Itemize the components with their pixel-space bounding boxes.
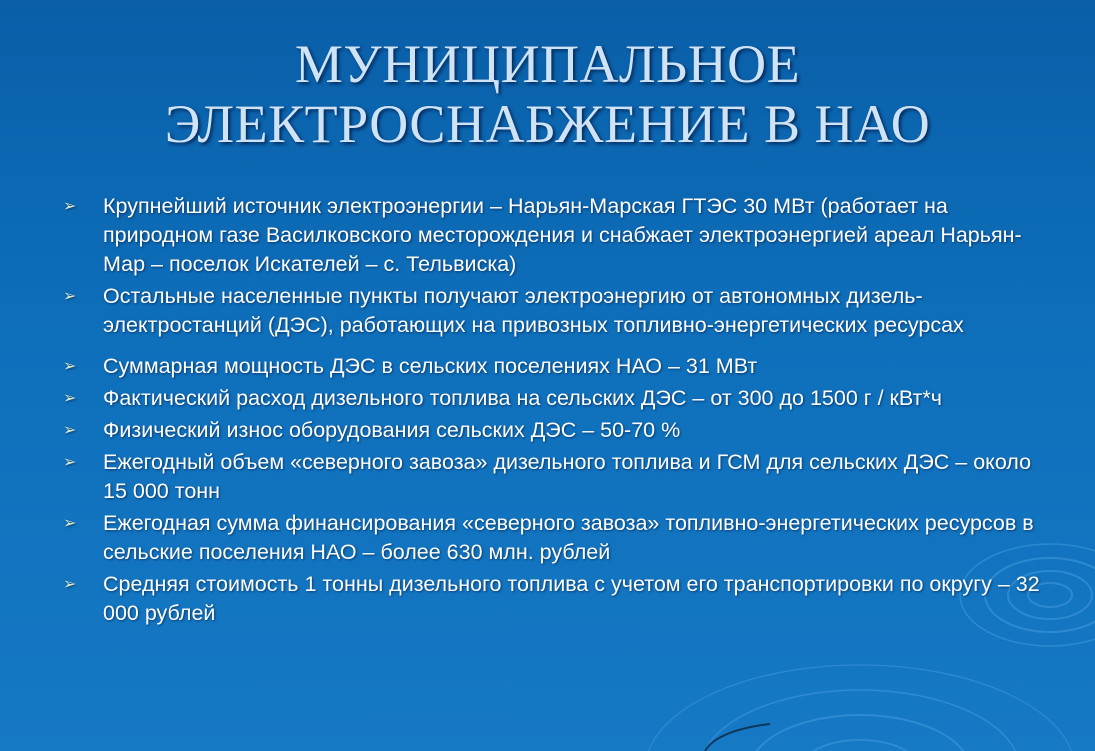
slide-title-line-1: МУНИЦИПАЛЬНОЕ [294,34,801,94]
slide-title-line-2: ЭЛЕКТРОСНАБЖЕНИЕ В НАО [164,94,931,154]
list-item-fuel-cost [60,570,1050,628]
arrow-bullet-icon: ➢ [63,288,77,305]
list-item-text: Средняя стоимость 1 тонны дизельного топлива с учетом его транспортировки по округу – 32 000 рублей [103,572,1040,625]
list-item-northern-delivery-funding [60,509,1050,567]
arrow-bullet-icon: ➢ [63,454,77,471]
arrow-bullet-icon: ➢ [63,198,77,215]
arrow-bullet-icon: ➢ [63,422,77,439]
list-item-text: Остальные населенные пункты получают электроэнергию от автономных дизель-электростанций (ДЭС), работающих на привозных топливно-энергетических ресурсах [103,284,964,337]
list-item-total-power [60,352,1050,381]
list-item-text: Ежегодная сумма финансирования «северного завоза» топливно-энергетических ресурсов в сельские поселения НАО – более 630 млн. рублей [103,511,1034,564]
list-item-text: Физический износ оборудования сельских ДЭС – 50-70 % [103,418,681,442]
list-item-text: Фактический расход дизельного топлива на сельских ДЭС – от 300 до 1500 г / кВт*ч [103,386,942,410]
arrow-bullet-icon: ➢ [63,515,77,532]
list-item-gtes [60,192,1050,279]
list-item-northern-delivery-volume [60,448,1050,506]
list-item-text: Крупнейший источник электроэнергии – Нарьян-Марская ГТЭС 30 МВт (работает на природном газе Василковского месторождения и снабжает электроэнергией ареал Нарьян-Мар – поселок Искателей – с. Тельвиска) [103,194,1022,276]
arrow-bullet-icon: ➢ [63,576,77,593]
list-item-text: Ежегодный объем «северного завоза» дизельного топлива и ГСМ для сельских ДЭС – около 15 000 тонн [103,450,1032,503]
slide-title [0,34,1095,154]
arrow-bullet-icon: ➢ [63,358,77,375]
arrow-bullet-icon: ➢ [63,390,77,407]
list-item-fuel-consumption [60,384,1050,413]
list-item-equipment-wear [60,416,1050,445]
list-item-text: Суммарная мощность ДЭС в сельских поселениях НАО – 31 МВт [103,354,758,378]
bullet-list [60,192,1050,631]
list-item-des [60,282,1050,340]
